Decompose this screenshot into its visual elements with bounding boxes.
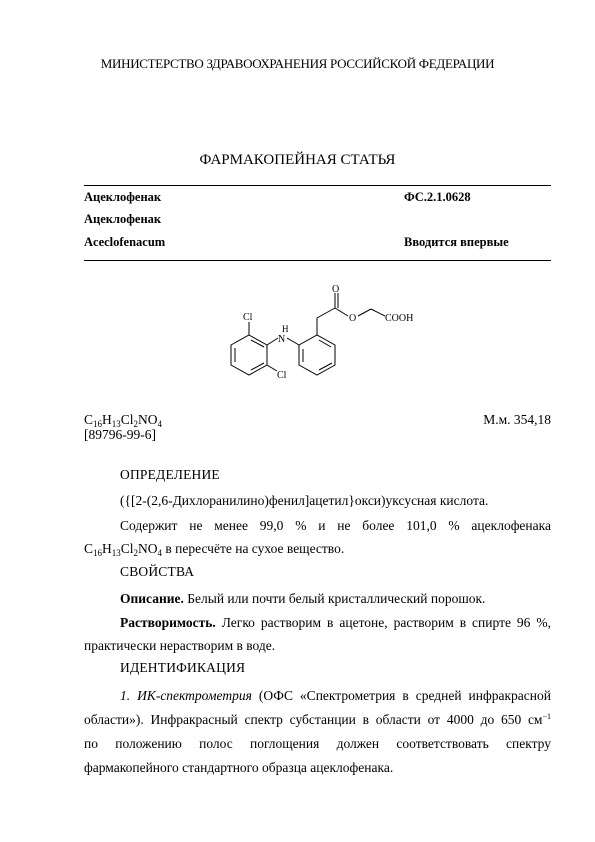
substance-name-latin: Aceclofenacum <box>84 235 166 249</box>
definition-text: ({[2-(2,6-Дихлоранилино)фенил]ацетил}окси)уксусная кислота. <box>120 493 489 508</box>
section-identification: ИДЕНТИФИКАЦИЯ <box>120 660 246 675</box>
solubility-line-1: Растворимость. Легко растворим в ацетоне, растворим в спирте 96 %, <box>120 615 551 630</box>
substance-name-ru-secondary: Ацеклофенак <box>84 212 162 226</box>
atom-cl-top: Cl <box>243 312 253 323</box>
ir-line-1: 1. ИК-спектрометрия (ОФС «Спектрометрия в средней инфракрасной <box>120 688 551 703</box>
substance-name-ru: Ацеклофенак <box>84 190 162 204</box>
description-paragraph: Описание. Белый или почти белый кристаллический порошок. <box>120 591 486 606</box>
monograph-code: ФС.2.1.0628 <box>404 190 471 204</box>
section-properties: СВОЙСТВА <box>120 564 195 579</box>
solubility-line-2: практически нерастворим в воде. <box>84 638 276 653</box>
header-rule-bottom <box>84 260 551 261</box>
atom-h: H <box>282 324 289 334</box>
atom-o-ester: O <box>349 313 357 324</box>
ministry-title: МИНИСТЕРСТВО ЗДРАВООХРАНЕНИЯ РОССИЙСКОЙ ФЕДЕРАЦИИ <box>100 56 495 71</box>
molecular-mass: М.м. 354,18 <box>483 412 551 427</box>
structural-formula <box>215 285 415 390</box>
ir-line-2: области»). Инфракрасный спектр субстанции в области от 4000 до 650 $см^{-1}$ <box>84 712 551 727</box>
molecular-formula: $C_{16}H_{13}Cl_2NO_4$ [89796-99-6] <box>84 412 163 442</box>
atom-o-carbonyl: O <box>332 285 340 295</box>
ring-phenyl <box>299 335 335 375</box>
atom-cl-bottom: Cl <box>277 370 287 381</box>
group-cooh: COOH <box>385 313 414 324</box>
content-line-1: Содержит не менее 99,0 % и не более 101,0 % ацеклофенака <box>120 518 551 533</box>
document-type-title: ФАРМАКОПЕЙНАЯ СТАТЬЯ <box>199 152 396 168</box>
monograph-status: Вводится впервые <box>404 235 509 249</box>
atom-n: N <box>278 334 286 345</box>
ir-line-4: фармакопейного стандартного образца ацеклофенака. <box>84 760 394 775</box>
ring-dichlorophenyl <box>231 335 267 375</box>
section-definition: ОПРЕДЕЛЕНИЕ <box>120 467 220 482</box>
ir-line-3: по положению полос поглощения должен соответствовать спектру <box>84 736 551 751</box>
header-rule-top <box>84 185 551 186</box>
content-line-2: $C_{16}H_{13}Cl_2NO_4$ в пересчёте на сухое вещество. <box>84 541 345 558</box>
cas-number: [89796-99-6] <box>84 427 156 442</box>
